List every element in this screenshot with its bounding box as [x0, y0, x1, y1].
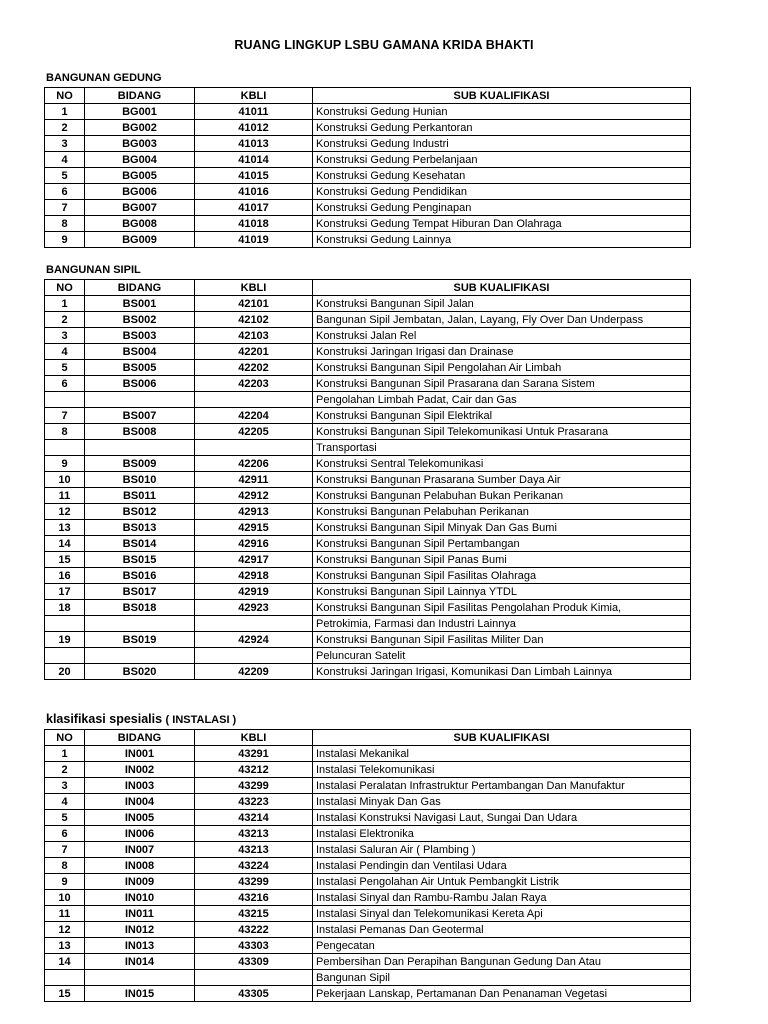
table-row: [45, 504, 691, 520]
cell-no: 1: [45, 296, 85, 312]
header-kbli: KBLI: [195, 88, 313, 104]
cell-kbli: 43305: [195, 986, 313, 1002]
cell-sub-kualifikasi: Konstruksi Bangunan Pelabuhan Bukan Perikanan: [313, 488, 691, 504]
cell-sub-kualifikasi: Konstruksi Sentral Telekomunikasi: [313, 456, 691, 472]
cell-kbli: 41018: [195, 216, 313, 232]
table-row: [45, 488, 691, 504]
table-row: [45, 424, 691, 440]
cell-no: 5: [45, 810, 85, 826]
cell-kbli: 42916: [195, 536, 313, 552]
cell-bidang: BG004: [85, 152, 195, 168]
table-row: [45, 986, 691, 1002]
cell-bidang: IN013: [85, 938, 195, 954]
cell-kbli: 43224: [195, 858, 313, 874]
cell-no: 10: [45, 890, 85, 906]
cell-bidang: IN007: [85, 842, 195, 858]
table-row: [45, 520, 691, 536]
cell-no: 12: [45, 922, 85, 938]
cell-no: 14: [45, 536, 85, 552]
cell-kbli: 42201: [195, 344, 313, 360]
cell-bidang: BG002: [85, 120, 195, 136]
cell-sub-kualifikasi: Konstruksi Gedung Lainnya: [313, 232, 691, 248]
cell-bidang: BS013: [85, 520, 195, 536]
cell-kbli: 42923: [195, 600, 313, 616]
cell-kbli: 43299: [195, 778, 313, 794]
cell-no: 9: [45, 232, 85, 248]
cell-no: 9: [45, 456, 85, 472]
table-row: [45, 746, 691, 762]
cell-no: 18: [45, 600, 85, 616]
cell-kbli: 42913: [195, 504, 313, 520]
header-bidang: BIDANG: [85, 280, 195, 296]
cell-kbli: 42918: [195, 568, 313, 584]
cell-sub-kualifikasi: Konstruksi Bangunan Sipil Fasilitas Olahraga: [313, 568, 691, 584]
cell-kbli: 43216: [195, 890, 313, 906]
table-row: [45, 970, 691, 986]
cell-bidang: BS019: [85, 632, 195, 648]
cell-no: [45, 440, 85, 456]
cell-kbli: [195, 392, 313, 408]
table-row: [45, 584, 691, 600]
cell-sub-kualifikasi: Konstruksi Gedung Perbelanjaan: [313, 152, 691, 168]
table-row: [45, 360, 691, 376]
cell-bidang: BG005: [85, 168, 195, 184]
cell-bidang: BG001: [85, 104, 195, 120]
table-row: [45, 874, 691, 890]
table-instalasi: [44, 729, 691, 1002]
cell-bidang: IN011: [85, 906, 195, 922]
cell-sub-kualifikasi: Konstruksi Bangunan Sipil Minyak Dan Gas Bumi: [313, 520, 691, 536]
cell-sub-kualifikasi: Konstruksi Bangunan Sipil Fasilitas Militer Dan: [313, 632, 691, 648]
cell-bidang: BS001: [85, 296, 195, 312]
cell-no: 1: [45, 104, 85, 120]
cell-kbli: 41011: [195, 104, 313, 120]
table-row: [45, 184, 691, 200]
cell-kbli: 42203: [195, 376, 313, 392]
cell-bidang: BG007: [85, 200, 195, 216]
cell-bidang: BS007: [85, 408, 195, 424]
cell-bidang: BS003: [85, 328, 195, 344]
cell-no: 4: [45, 152, 85, 168]
section-label-bangunan-sipil: BANGUNAN SIPIL: [46, 264, 141, 276]
cell-sub-kualifikasi: Konstruksi Bangunan Sipil Elektrikal: [313, 408, 691, 424]
cell-kbli: 41015: [195, 168, 313, 184]
header-sub-kualifikasi: SUB KUALIFIKASI: [313, 88, 691, 104]
cell-no: [45, 648, 85, 664]
cell-kbli: 43214: [195, 810, 313, 826]
table-row: [45, 762, 691, 778]
table-row: [45, 296, 691, 312]
cell-bidang: BS006: [85, 376, 195, 392]
table-row: [45, 954, 691, 970]
header-sub-kualifikasi: SUB KUALIFIKASI: [313, 280, 691, 296]
table-row: [45, 472, 691, 488]
cell-bidang: [85, 648, 195, 664]
cell-no: 5: [45, 168, 85, 184]
cell-no: 11: [45, 906, 85, 922]
cell-no: 8: [45, 858, 85, 874]
cell-kbli: 42919: [195, 584, 313, 600]
table-row: [45, 632, 691, 648]
cell-sub-kualifikasi: Konstruksi Jaringan Irigasi, Komunikasi Dan Limbah Lainnya: [313, 664, 691, 680]
table-row: [45, 810, 691, 826]
section-label-klasifikasi-spesialis: [46, 712, 236, 726]
cell-bidang: BS018: [85, 600, 195, 616]
cell-bidang: BG003: [85, 136, 195, 152]
document-title: RUANG LINGKUP LSBU GAMANA KRIDA BHAKTI: [234, 38, 534, 52]
cell-bidang: BS011: [85, 488, 195, 504]
cell-sub-kualifikasi: Transportasi: [313, 440, 691, 456]
cell-sub-kualifikasi: Konstruksi Gedung Tempat Hiburan Dan Olahraga: [313, 216, 691, 232]
cell-kbli: 43213: [195, 826, 313, 842]
cell-kbli: 43215: [195, 906, 313, 922]
header-no: NO: [45, 88, 85, 104]
table-row: [45, 890, 691, 906]
table-row: [45, 842, 691, 858]
cell-bidang: BS014: [85, 536, 195, 552]
cell-kbli: 42102: [195, 312, 313, 328]
header-sub-kualifikasi: SUB KUALIFIKASI: [313, 730, 691, 746]
cell-sub-kualifikasi: Instalasi Mekanikal: [313, 746, 691, 762]
cell-no: 6: [45, 826, 85, 842]
table-bangunan-gedung: [44, 87, 691, 248]
table-row: [45, 794, 691, 810]
cell-kbli: [195, 616, 313, 632]
table-row: [45, 104, 691, 120]
cell-kbli: 41013: [195, 136, 313, 152]
table-header-row: [45, 730, 691, 746]
cell-bidang: IN001: [85, 746, 195, 762]
cell-kbli: [195, 970, 313, 986]
cell-no: 13: [45, 520, 85, 536]
table-row: [45, 552, 691, 568]
cell-sub-kualifikasi: Bangunan Sipil: [313, 970, 691, 986]
cell-sub-kualifikasi: Konstruksi Gedung Penginapan: [313, 200, 691, 216]
cell-sub-kualifikasi: Instalasi Telekomunikasi: [313, 762, 691, 778]
cell-no: 12: [45, 504, 85, 520]
cell-no: 16: [45, 568, 85, 584]
cell-kbli: 42103: [195, 328, 313, 344]
cell-sub-kualifikasi: Instalasi Sinyal dan Telekomunikasi Kereta Api: [313, 906, 691, 922]
table-row: [45, 232, 691, 248]
cell-no: 3: [45, 136, 85, 152]
cell-sub-kualifikasi: Konstruksi Bangunan Sipil Pengolahan Air Limbah: [313, 360, 691, 376]
cell-kbli: 41016: [195, 184, 313, 200]
cell-bidang: BG006: [85, 184, 195, 200]
cell-bidang: IN005: [85, 810, 195, 826]
cell-bidang: [85, 440, 195, 456]
cell-sub-kualifikasi: Konstruksi Gedung Perkantoran: [313, 120, 691, 136]
cell-sub-kualifikasi: Konstruksi Bangunan Pelabuhan Perikanan: [313, 504, 691, 520]
section-label-sub: ( INSTALASI ): [165, 714, 237, 726]
cell-bidang: [85, 616, 195, 632]
cell-kbli: 42202: [195, 360, 313, 376]
cell-kbli: 43213: [195, 842, 313, 858]
cell-sub-kualifikasi: Peluncuran Satelit: [313, 648, 691, 664]
cell-kbli: 43222: [195, 922, 313, 938]
cell-sub-kualifikasi: Konstruksi Gedung Industri: [313, 136, 691, 152]
cell-kbli: [195, 440, 313, 456]
table-row: [45, 392, 691, 408]
table-row: [45, 616, 691, 632]
cell-bidang: BS012: [85, 504, 195, 520]
table-row: [45, 536, 691, 552]
cell-no: 2: [45, 762, 85, 778]
cell-bidang: BG008: [85, 216, 195, 232]
cell-sub-kualifikasi: Konstruksi Bangunan Sipil Panas Bumi: [313, 552, 691, 568]
cell-bidang: IN014: [85, 954, 195, 970]
cell-sub-kualifikasi: Instalasi Sinyal dan Rambu-Rambu Jalan Raya: [313, 890, 691, 906]
cell-kbli: 41012: [195, 120, 313, 136]
table-row: [45, 312, 691, 328]
cell-kbli: 43291: [195, 746, 313, 762]
cell-no: 14: [45, 954, 85, 970]
table-row: [45, 456, 691, 472]
table-row: [45, 200, 691, 216]
header-no: NO: [45, 280, 85, 296]
cell-kbli: 41014: [195, 152, 313, 168]
cell-bidang: BS016: [85, 568, 195, 584]
table-row: [45, 922, 691, 938]
cell-sub-kualifikasi: Konstruksi Bangunan Sipil Telekomunikasi Untuk Prasarana: [313, 424, 691, 440]
table-row: [45, 344, 691, 360]
cell-kbli: 43303: [195, 938, 313, 954]
cell-sub-kualifikasi: Konstruksi Bangunan Prasarana Sumber Daya Air: [313, 472, 691, 488]
cell-sub-kualifikasi: Konstruksi Jalan Rel: [313, 328, 691, 344]
cell-kbli: 43299: [195, 874, 313, 890]
cell-no: 6: [45, 184, 85, 200]
cell-no: 6: [45, 376, 85, 392]
cell-kbli: 42912: [195, 488, 313, 504]
cell-kbli: 42924: [195, 632, 313, 648]
cell-no: 17: [45, 584, 85, 600]
cell-sub-kualifikasi: Konstruksi Bangunan Sipil Pertambangan: [313, 536, 691, 552]
section-label-main: klasifikasi spesialis: [46, 712, 163, 726]
cell-kbli: [195, 648, 313, 664]
cell-bidang: BS010: [85, 472, 195, 488]
cell-sub-kualifikasi: Konstruksi Bangunan Sipil Prasarana dan Sarana Sistem: [313, 376, 691, 392]
table-row: [45, 826, 691, 842]
cell-bidang: IN004: [85, 794, 195, 810]
cell-bidang: IN010: [85, 890, 195, 906]
cell-no: 7: [45, 200, 85, 216]
table-row: [45, 664, 691, 680]
cell-bidang: IN003: [85, 778, 195, 794]
cell-no: 8: [45, 216, 85, 232]
cell-kbli: 42204: [195, 408, 313, 424]
cell-bidang: IN002: [85, 762, 195, 778]
cell-sub-kualifikasi: Konstruksi Jaringan Irigasi dan Drainase: [313, 344, 691, 360]
cell-sub-kualifikasi: Konstruksi Gedung Hunian: [313, 104, 691, 120]
table-row: [45, 408, 691, 424]
cell-no: [45, 616, 85, 632]
cell-no: 4: [45, 344, 85, 360]
table-header-row: [45, 280, 691, 296]
cell-bidang: IN006: [85, 826, 195, 842]
cell-bidang: BS017: [85, 584, 195, 600]
cell-sub-kualifikasi: Pembersihan Dan Perapihan Bangunan Gedung Dan Atau: [313, 954, 691, 970]
cell-kbli: 42206: [195, 456, 313, 472]
table-row: [45, 440, 691, 456]
cell-bidang: IN008: [85, 858, 195, 874]
cell-sub-kualifikasi: Pengolahan Limbah Padat, Cair dan Gas: [313, 392, 691, 408]
cell-sub-kualifikasi: Instalasi Pemanas Dan Geotermal: [313, 922, 691, 938]
cell-no: 13: [45, 938, 85, 954]
cell-sub-kualifikasi: Instalasi Konstruksi Navigasi Laut, Sungai Dan Udara: [313, 810, 691, 826]
cell-kbli: 42209: [195, 664, 313, 680]
table-row: [45, 778, 691, 794]
table-row: [45, 568, 691, 584]
cell-bidang: IN012: [85, 922, 195, 938]
cell-sub-kualifikasi: Instalasi Elektronika: [313, 826, 691, 842]
cell-no: 4: [45, 794, 85, 810]
cell-bidang: BS008: [85, 424, 195, 440]
cell-bidang: BS015: [85, 552, 195, 568]
table-bangunan-sipil: [44, 279, 691, 680]
cell-sub-kualifikasi: Pengecatan: [313, 938, 691, 954]
cell-no: 2: [45, 120, 85, 136]
table-row: [45, 858, 691, 874]
cell-no: 3: [45, 328, 85, 344]
cell-bidang: IN009: [85, 874, 195, 890]
cell-sub-kualifikasi: Instalasi Saluran Air ( Plambing ): [313, 842, 691, 858]
cell-sub-kualifikasi: Konstruksi Bangunan Sipil Jalan: [313, 296, 691, 312]
cell-sub-kualifikasi: Konstruksi Bangunan Sipil Lainnya YTDL: [313, 584, 691, 600]
table-row: [45, 376, 691, 392]
cell-sub-kualifikasi: Konstruksi Gedung Pendidikan: [313, 184, 691, 200]
cell-no: 20: [45, 664, 85, 680]
cell-sub-kualifikasi: Instalasi Pendingin dan Ventilasi Udara: [313, 858, 691, 874]
cell-no: 9: [45, 874, 85, 890]
header-kbli: KBLI: [195, 730, 313, 746]
cell-sub-kualifikasi: Bangunan Sipil Jembatan, Jalan, Layang, Fly Over Dan Underpass: [313, 312, 691, 328]
cell-no: 3: [45, 778, 85, 794]
table-row: [45, 328, 691, 344]
table-row: [45, 906, 691, 922]
cell-no: [45, 970, 85, 986]
header-bidang: BIDANG: [85, 88, 195, 104]
cell-kbli: 42911: [195, 472, 313, 488]
cell-sub-kualifikasi: Instalasi Peralatan Infrastruktur Pertambangan Dan Manufaktur: [313, 778, 691, 794]
cell-no: 19: [45, 632, 85, 648]
cell-no: 11: [45, 488, 85, 504]
table-row: [45, 938, 691, 954]
cell-bidang: BG009: [85, 232, 195, 248]
header-no: NO: [45, 730, 85, 746]
cell-no: 10: [45, 472, 85, 488]
header-kbli: KBLI: [195, 280, 313, 296]
cell-sub-kualifikasi: Konstruksi Gedung Kesehatan: [313, 168, 691, 184]
cell-bidang: [85, 970, 195, 986]
cell-kbli: 41017: [195, 200, 313, 216]
cell-bidang: BS009: [85, 456, 195, 472]
table-row: [45, 648, 691, 664]
table-header-row: [45, 88, 691, 104]
cell-kbli: 43223: [195, 794, 313, 810]
cell-kbli: 43212: [195, 762, 313, 778]
cell-no: 7: [45, 842, 85, 858]
cell-sub-kualifikasi: Instalasi Minyak Dan Gas: [313, 794, 691, 810]
cell-bidang: IN015: [85, 986, 195, 1002]
section-label-bangunan-gedung: BANGUNAN GEDUNG: [46, 72, 162, 84]
table-row: [45, 216, 691, 232]
table-row: [45, 152, 691, 168]
cell-no: 7: [45, 408, 85, 424]
header-bidang: BIDANG: [85, 730, 195, 746]
cell-kbli: 42915: [195, 520, 313, 536]
cell-no: 8: [45, 424, 85, 440]
cell-bidang: [85, 392, 195, 408]
cell-no: 5: [45, 360, 85, 376]
cell-sub-kualifikasi: Instalasi Pengolahan Air Untuk Pembangkit Listrik: [313, 874, 691, 890]
cell-no: 2: [45, 312, 85, 328]
cell-bidang: BS020: [85, 664, 195, 680]
cell-no: 15: [45, 986, 85, 1002]
cell-kbli: 42101: [195, 296, 313, 312]
table-row: [45, 120, 691, 136]
cell-bidang: BS005: [85, 360, 195, 376]
cell-no: 15: [45, 552, 85, 568]
cell-kbli: 41019: [195, 232, 313, 248]
cell-kbli: 42205: [195, 424, 313, 440]
cell-no: 1: [45, 746, 85, 762]
table-row: [45, 600, 691, 616]
cell-bidang: BS004: [85, 344, 195, 360]
table-row: [45, 168, 691, 184]
cell-sub-kualifikasi: Pekerjaan Lanskap, Pertamanan Dan Penanaman Vegetasi: [313, 986, 691, 1002]
cell-sub-kualifikasi: Petrokimia, Farmasi dan Industri Lainnya: [313, 616, 691, 632]
cell-no: [45, 392, 85, 408]
table-row: [45, 136, 691, 152]
cell-kbli: 43309: [195, 954, 313, 970]
cell-sub-kualifikasi: Konstruksi Bangunan Sipil Fasilitas Pengolahan Produk Kimia,: [313, 600, 691, 616]
cell-kbli: 42917: [195, 552, 313, 568]
cell-bidang: BS002: [85, 312, 195, 328]
